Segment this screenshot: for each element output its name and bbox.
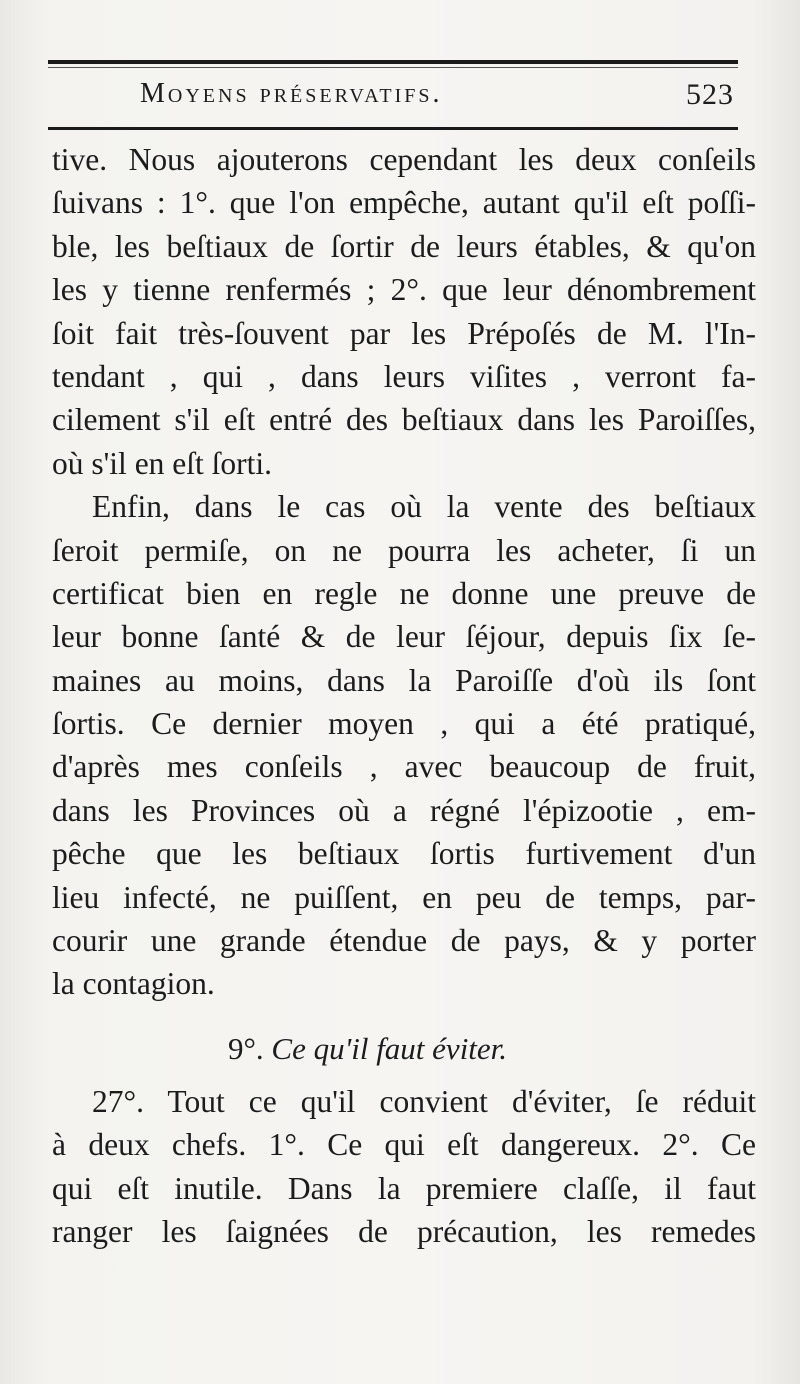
paragraph xyxy=(52,485,756,1006)
text-line: tive. Nous ajouterons cependant les deux conſeils xyxy=(52,142,756,177)
section-title: Ce qu'il faut éviter. xyxy=(271,1030,508,1066)
text-line: qui eſt inutile. Dans la premiere claſſe, il faut xyxy=(52,1170,756,1206)
text-line: courir une grande étendue de pays, & y porter xyxy=(52,923,756,959)
text-line: d'après mes conſeils , avec beaucoup de fruit, xyxy=(52,749,756,785)
text-line: pêche que les beſtiaux ſortis furtivement d'un xyxy=(52,836,756,872)
text-line: les y tienne renfermés ; 2°. que leur dénombrement xyxy=(52,272,756,308)
text-line: leur bonne ſanté & de leur ſéjour, depuis ſix ſe- xyxy=(52,619,756,655)
header-bottom-rule xyxy=(48,127,738,130)
text-line: cilement s'il eſt entré des beſtiaux dans les Paroiſſes, xyxy=(52,402,756,438)
page-number: 523 xyxy=(686,78,734,111)
header-top-hairline xyxy=(48,67,738,68)
text-line: lieu infecté, ne puiſſent, en peu de temps, par- xyxy=(52,879,756,915)
text-line: ſeroit permiſe, on ne pourra les acheter, ſi un xyxy=(52,532,756,568)
text-line: ſuivans : 1°. que l'on empêche, autant qu'il eſt poſſi- xyxy=(52,185,756,221)
running-title: Moyens préservatifs. xyxy=(140,78,443,109)
header-top-rule xyxy=(48,60,738,64)
text-line: certificat bien en regle ne donne une preuve de xyxy=(52,575,756,611)
paragraph xyxy=(52,138,756,485)
text-line: où s'il en eſt ſorti. xyxy=(52,445,273,481)
text-line: tendant , qui , dans leurs viſites , verront fa- xyxy=(52,358,756,394)
text-line: ſoit fait très-ſouvent par les Prépoſés de M. l'In- xyxy=(52,315,756,351)
text-line: Enfin, dans le cas où la vente des beſtiaux xyxy=(92,489,756,525)
text-line: dans les Provinces où a régné l'épizootie , em- xyxy=(52,792,756,828)
paragraph xyxy=(52,1080,756,1254)
text-line: maines au moins, dans la Paroiſſe d'où ils ſont xyxy=(52,662,756,698)
text-line: ble, les beſtiaux de ſortir de leurs étables, & qu'on xyxy=(52,228,756,264)
section-number: 9°. xyxy=(228,1030,264,1066)
section-heading xyxy=(52,1018,756,1080)
text-line: ſortis. Ce dernier moyen , qui a été pratiqué, xyxy=(52,706,756,742)
page-body xyxy=(52,138,756,1253)
text-line: à deux chefs. 1°. Ce qui eſt dangereux. 2°. Ce xyxy=(52,1127,756,1163)
text-line: la contagion. xyxy=(52,966,215,1002)
text-line: 27°. Tout ce qu'il convient d'éviter, ſe réduit xyxy=(92,1083,756,1119)
text-line: ranger les ſaignées de précaution, les remedes xyxy=(52,1213,756,1249)
running-head xyxy=(140,78,738,118)
